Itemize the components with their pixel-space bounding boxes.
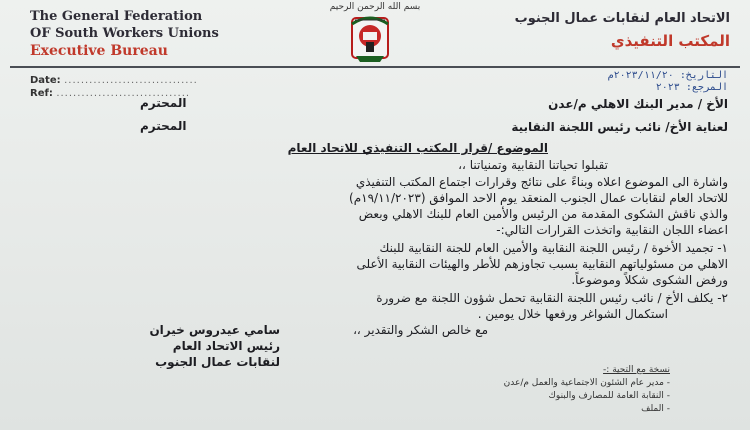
copies-item3: - الملف [641,404,670,414]
p1-line4: اعضاء اللجان النقابية واتخذت القرارات التالي:- [496,223,728,237]
header-ar-line1: الاتحاد العام لنقابات عمال الجنوب [514,11,730,26]
copies-block [470,364,670,416]
header-en-line2: OF South Workers Unions [30,26,219,41]
date-dots: ................................ [64,75,198,86]
basmala: بسم الله الرحمن الرحيم [329,2,421,12]
date-label: Date: [30,75,61,86]
address-to2-honor: المحترم [140,119,187,133]
header-en-line1: The General Federation [30,9,203,24]
header-en-exec: Executive Bureau [30,43,168,59]
address-to1-honor: المحترم [140,96,187,110]
arabic-date: التاريخ: ٢٠٢٣/١١/٢٠م [607,70,728,81]
signature-block [60,322,280,370]
address-to2: لعناية الأخ/ نائب رئيس اللجنة النقابية [511,120,728,134]
arabic-ref: المرجع: ٢٠٢٣ [655,82,728,93]
signatory-title1: رئيس الاتحاد العام [172,339,280,353]
ref-label: Ref: [30,88,53,99]
signatory-name: سامي عيدروس خيران [149,323,280,337]
greeting: تقبلوا تحياتنا النقابية وتمنياتنا ،، [458,158,608,172]
signatory-title2: لنقابات عمال الجنوب [155,355,280,369]
decision1-line1: ١- تجميد الأخوة / رئيس اللجنة النقابية والأمين العام للجنة النقابية للبنك [379,241,728,255]
header-ar-exec: المكتب التنفيذي [610,32,730,50]
ref-dots: ................................ [56,88,191,99]
p1-line1: واشارة الى الموضوع اعلاه وبناءً على نتائج وقرارات اجتماع المكتب التنفيذي [355,175,728,189]
copies-title: نسخة مع التحية :- [603,365,670,375]
p1-line2: للاتحاد العام لنقابات عمال الجنوب المنعقد يوم الاحد الموافق (١٩/١١/٢٠٢٣م) [349,191,728,205]
address-to1: الأخ / مدير البنك الاهلي م/عدن [548,97,728,111]
subject: الموضوع /قرار المكتب التنفيذي للاتحاد العام [287,141,548,155]
decision1-line3: ورفض الشكوى شكلاً وموضوعاً. [571,273,728,287]
decision2-line2: استكمال الشواغر ورفعها خلال يومين . [477,307,668,321]
decision1-line2: الاهلي من مسئولياتهم النقابية بسبب تجاوزهم للأطر والهيئات النقابية الأعلى [356,257,728,271]
closing: مع خالص الشكر والتقدير ،، [353,323,488,337]
decision2-line1: ٢- يكلف الأخ / نائب رئيس اللجنة النقابية تحمل شؤون اللجنة مع ضرورة [376,291,728,305]
p1-line3: والذي ناقش الشكوى المقدمة من الرئيس والأمين العام للبنك الاهلي وبعض [358,207,728,221]
copies-item1: - مدير عام الشئون الاجتماعية والعمل م/عدن [503,378,670,388]
copies-item2: - النقابة العامة للمصارف والبنوك [548,391,670,401]
